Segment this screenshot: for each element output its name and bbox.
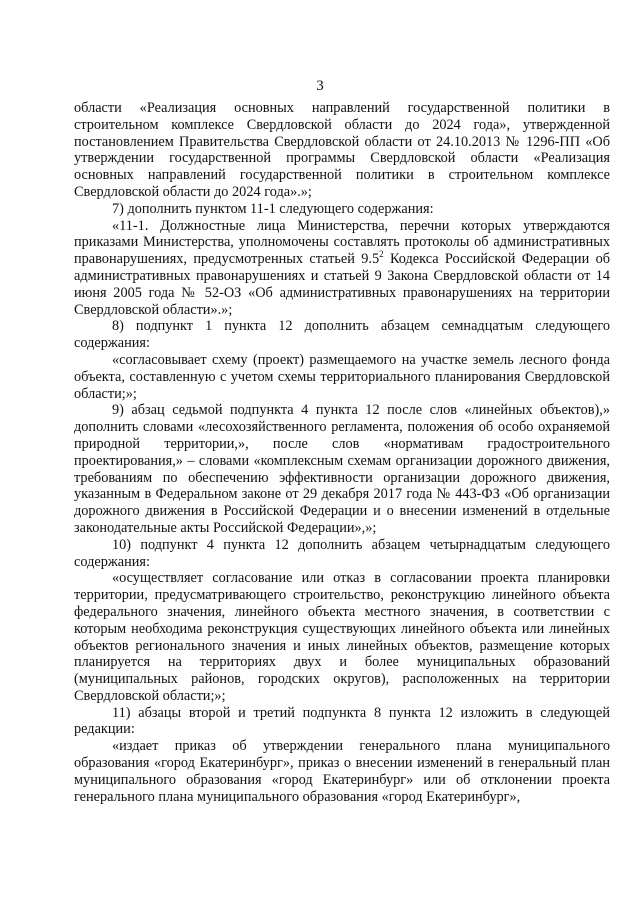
paragraph-text: «11-1. Должностные лица Министерства, перечни которых утверждаются приказами Министерства, уполномочены составлять протоколы об административных правонарушениях, предусмотренных статьей 9.5 <box>74 217 610 268</box>
paragraph-text: Кодекса Российской Федерации об административных правонарушениях и статьей 9 Закона Свердловской области от 14 июня 2005 года № 52-ОЗ «Об административных правонарушениях на территории Свердловской области».»; <box>74 251 610 318</box>
paragraph-continuation: области «Реализация основных направлений государственной политики в строительном комплексе Свердловской области до 2024 года», утвержденной постановлением Правительства Свердловской области от 24.10.2013 № 1296-ПП «Об утверждении государственной программы Свердловской области «Реализация основных направлений государственной политики в строительном комплексе Свердловской области до 2024 года».»; <box>74 100 610 200</box>
page-number: 3 <box>316 78 324 94</box>
paragraph-item-10: 10) подпункт 4 пункта 12 дополнить абзацем четырнадцатым следующего содержания: <box>74 536 610 570</box>
paragraph-item-8: 8) подпункт 1 пункта 12 дополнить абзацем семнадцатым следующего содержания: <box>74 318 610 352</box>
paragraph-item-11: 11) абзацы второй и третий подпункта 8 пункта 12 изложить в следующей редакции: <box>74 704 610 738</box>
paragraph-item-7: 7) дополнить пунктом 11-1 следующего содержания: <box>112 200 434 217</box>
paragraph-item-9: 9) абзац седьмой подпункта 4 пункта 12 после слов «линейных объектов),» дополнить словами «лесохозяйственного регламента, положения об особо охраняемой природной территории,», после слов «нормативам градостроительного проектирования,» – словами «комплексным схемам организации дорожного движения, требованиям по обеспечению эффективности организации дорожного движения, указанным в Федеральном законе от 29 декабря 2017 года № 443-ФЗ «Об организации дорожного движения в Российской Федерации и о внесении изменений в отдельные законодательные акты Российской Федерации»,»; <box>74 402 610 536</box>
superscript: 2 <box>379 249 384 260</box>
paragraph-quote-11: «издает приказ об утверждении генерального плана муниципального образования «город Екатеринбург», приказ о внесении изменений в генеральный план муниципального образования «город Екатеринбург» или об отклонении проекта генерального плана муниципального образования «город Екатеринбург», <box>74 738 610 805</box>
paragraph-quote-8: «согласовывает схему (проект) размещаемого на участке земель лесного фонда объекта, составленную с учетом схемы территориального планирования Свердловской области;»; <box>74 351 610 402</box>
paragraph-item-11-1 <box>74 218 610 319</box>
document-body <box>74 100 610 805</box>
paragraph-quote-10: «осуществляет согласование или отказ в согласовании проекта планировки территории, предусматривающего строительство, реконструкцию линейного объекта федерального значения, линейного объекта местного значения, в соответствии с которым необходима реконструкция существующих линейного объекта или линейных объектов регионального значения и иных линейных объектов, размещение которых планируется на территориях двух и более муниципальных образований (муниципальных районов, городских округов), расположенных на территории Свердловской области;»; <box>74 570 610 704</box>
